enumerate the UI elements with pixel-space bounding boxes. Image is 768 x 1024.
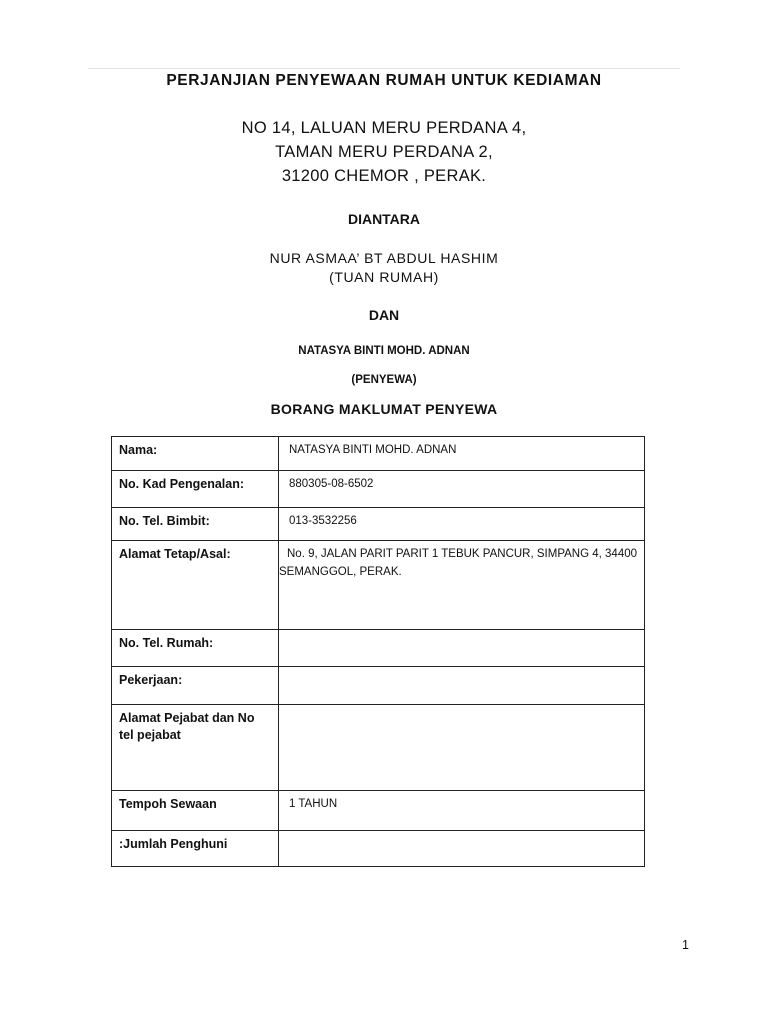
property-address	[0, 116, 768, 188]
table-row	[112, 471, 645, 508]
row-label-nama: Nama:	[112, 437, 279, 471]
tenant-role: (PENYEWA)	[351, 374, 417, 386]
row-label-rental-period: Tempoh Sewaan	[112, 791, 279, 831]
row-value-rental-period: 1 TAHUN	[279, 791, 645, 831]
row-label-occupants: :Jumlah Penghuni	[112, 831, 279, 867]
address-line-3: 31200 CHEMOR , PERAK.	[281, 167, 487, 185]
row-label-office: Alamat Pejabat dan No tel pejabat	[112, 705, 279, 791]
row-value-address: No. 9, JALAN PARIT PARIT 1 TEBUK PANCUR, SIMPANG 4, 34400 SEMANGGOL, PERAK.	[279, 541, 645, 630]
row-value-occupation	[279, 667, 645, 705]
landlord-role: (TUAN RUMAH)	[329, 269, 439, 285]
between-label: DIANTARA	[347, 211, 421, 227]
table-row	[112, 705, 645, 791]
table-row	[112, 508, 645, 541]
row-label-ic: No. Kad Pengenalan:	[112, 471, 279, 508]
row-value-mobile: 013-3532256	[279, 508, 645, 541]
landlord-name: NUR ASMAA’ BT ABDUL HASHIM	[269, 250, 499, 266]
table-row	[112, 437, 645, 471]
tenant-info-table	[111, 436, 645, 867]
address-line-1: NO 14, LALUAN MERU PERDANA 4,	[241, 119, 527, 137]
document-title: PERJANJIAN PENYEWAAN RUMAH UNTUK KEDIAMAN	[166, 72, 602, 89]
table-row	[112, 667, 645, 705]
table-row	[112, 630, 645, 667]
row-label-mobile: No. Tel. Bimbit:	[112, 508, 279, 541]
row-value-occupants	[279, 831, 645, 867]
row-label-address: Alamat Tetap/Asal:	[112, 541, 279, 630]
row-value-home-phone	[279, 630, 645, 667]
tenant-name: NATASYA BINTI MOHD. ADNAN	[298, 345, 470, 357]
page-number: 1	[682, 938, 689, 952]
row-label-home-phone: No. Tel. Rumah:	[112, 630, 279, 667]
and-label: DAN	[368, 307, 400, 323]
row-label-occupation: Pekerjaan:	[112, 667, 279, 705]
row-value-office	[279, 705, 645, 791]
header-rule	[88, 68, 680, 69]
table-row	[112, 541, 645, 630]
table-row	[112, 831, 645, 867]
row-value-ic: 880305-08-6502	[279, 471, 645, 508]
address-line-2: TAMAN MERU PERDANA 2,	[275, 143, 493, 161]
landlord-block	[0, 249, 768, 287]
table-row	[112, 791, 645, 831]
form-title: BORANG MAKLUMAT PENYEWA	[270, 401, 498, 417]
row-value-nama: NATASYA BINTI MOHD. ADNAN	[279, 437, 645, 471]
